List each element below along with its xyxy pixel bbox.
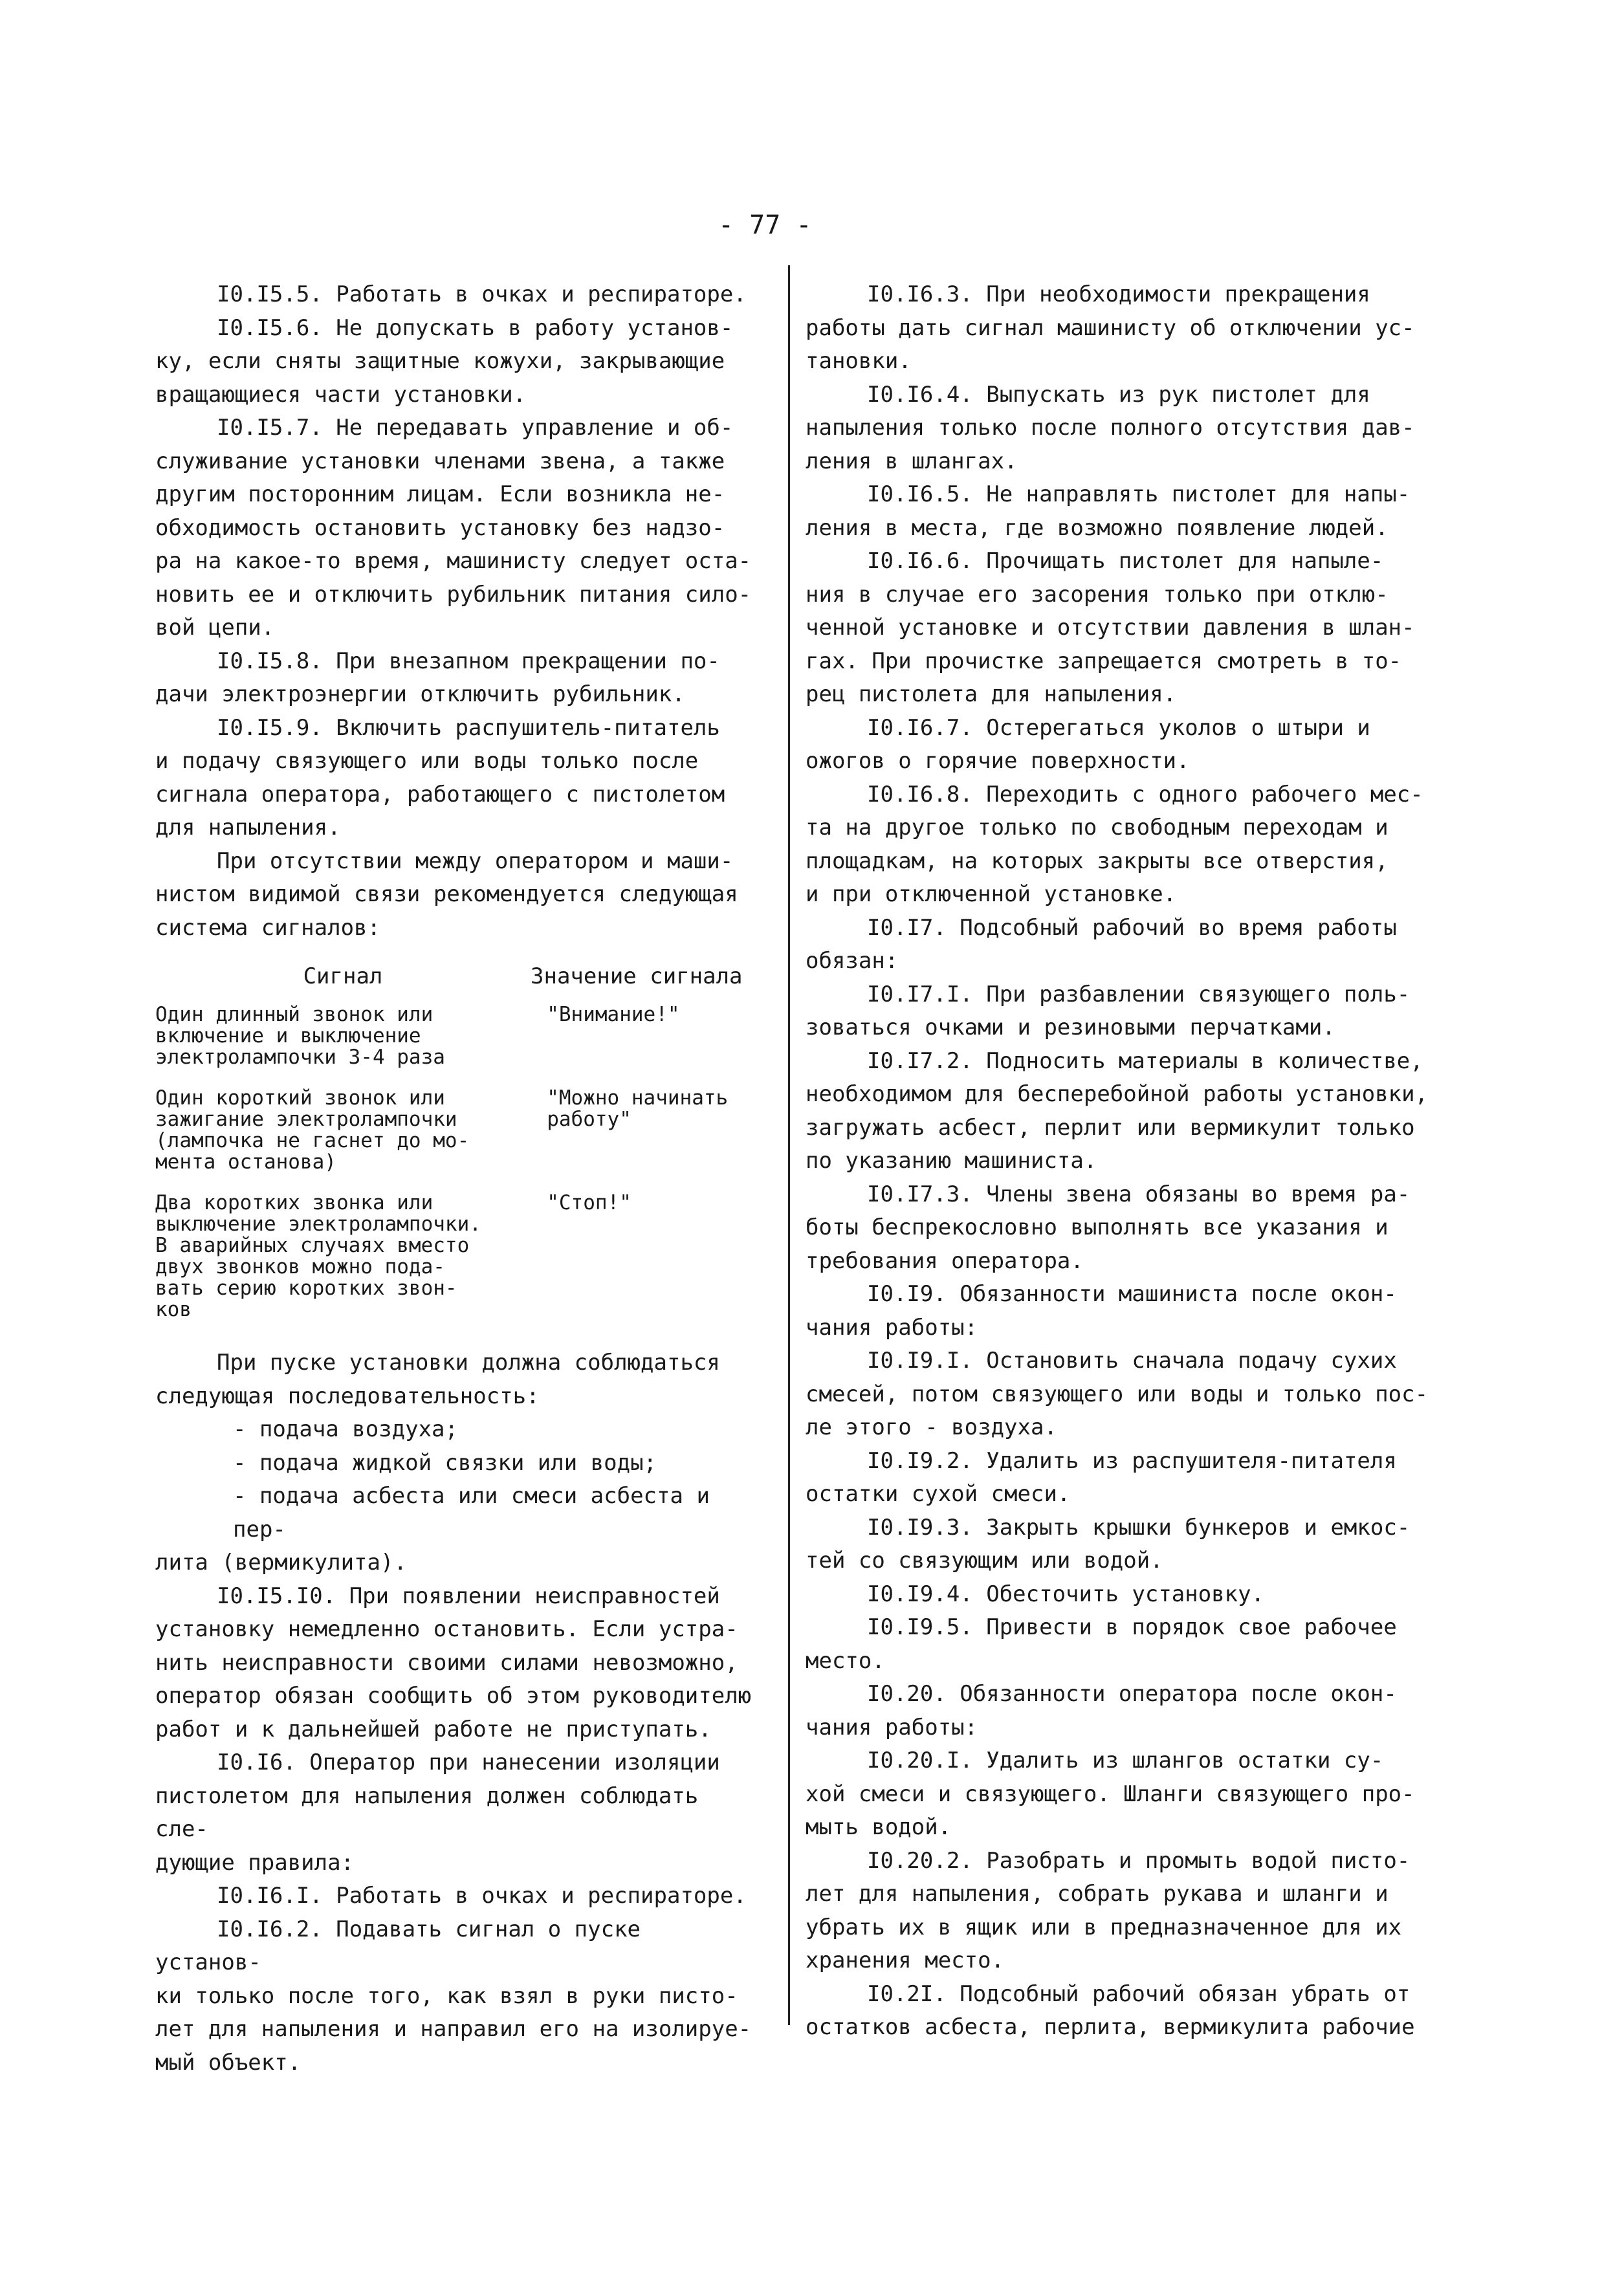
paragraph: I0.I6.4. Выпускать из рук пистолет для напыления только после полного отсутствия дав- ления в шлангах.	[806, 381, 1415, 474]
signal-table-header	[155, 961, 757, 991]
paragraph: I0.2I. Подсобный рабочий обязан убрать от остатков асбеста, перлита, вермикулита рабочие	[806, 1980, 1415, 2040]
paragraph: I0.I9.I. Остановить сначала подачу сухих смесей, потом связующего или воды и только пос- ле этого - воздуха.	[806, 1348, 1429, 1440]
paragraph: I0.I7.2. Подносить материалы в количестве, необходимом для бесперебойной работы установки, загружать асбест, перлит или вермикулит только по указанию машиниста.	[806, 1048, 1429, 1174]
paragraph: I0.I5.6. Не допускать в работу установ- ку, если сняты защитные кожухи, закрывающие вращающиеся части установки.	[155, 314, 734, 408]
signal-cell: Один длинный звонок или включение и выключение электролампочки 3-4 раза	[155, 1003, 445, 1069]
paragraph: I0.I5.8. При внезапном прекращении по- дачи электроэнергии отключить рубильник.	[155, 648, 720, 707]
list-item: - подача асбеста или смеси асбеста и пер-	[233, 1483, 710, 1542]
header-meaning: Значение сигнала	[531, 963, 743, 989]
paragraph: I0.I5.5. Работать в очках и респираторе.	[217, 281, 747, 307]
paragraph: I0.I6.3. При необходимости прекращения работы дать сигнал машинисту об отключении ус- тановки.	[806, 281, 1415, 374]
column-divider	[788, 265, 790, 2025]
paragraph: При отсутствии между оператором и маши- нистом видимой связи рекомендуется следующая система сигналов:	[155, 848, 738, 941]
left-column	[155, 278, 757, 2079]
paragraph: I0.I5.9. Включить распушитель-питатель и подачу связующего или воды только после сигнала оператора, работающего с пистолетом для напыления.	[155, 714, 725, 840]
header-signal: Сигнал	[303, 963, 383, 989]
paragraph: I0.I6.6. Прочищать пистолет для напыле- ния в случае его засорения только при отклю- ченной установке и отсутствии давления в шлан- гах. При прочистке запрещается смотреть в то- рец пистолета для напыления.	[806, 548, 1415, 707]
paragraph: I0.I6.7. Остерегаться уколов о штыри и ожогов о горячие поверхности.	[806, 714, 1370, 774]
paragraph: I0.I7.3. Члены звена обязаны во время ра- боты беспрекословно выполнять все указания и требования оператора.	[806, 1181, 1410, 1274]
paragraph: I0.I6.I. Работать в очках и респираторе.	[217, 1883, 747, 1909]
paragraph: I0.I6.8. Переходить с одного рабочего мес- та на другое только по свободным переходам и площадкам, на которых закрыты все отверстия, и при отключенной установке.	[806, 781, 1423, 907]
sequence-list	[155, 1413, 757, 1546]
signal-row	[155, 1088, 757, 1173]
paragraph: I0.I5.I0. При появлении неисправностей установку немедленно остановить. Если устра- нить неисправности своими силами невозможно, оператор обязан сообщить об этом руководителю работ и к дальнейшей работе не приступать.	[155, 1583, 752, 1742]
signal-cell: Два коротких звонка или выключение электролампочки. В аварийных случаях вместо двух звонков можно пода- вать серию коротких звон- ков	[155, 1191, 481, 1321]
paragraph: I0.I9. Обязанности машиниста после окон- чания работы:	[806, 1281, 1397, 1341]
meaning-cell: "Внимание!"	[547, 1003, 680, 1026]
list-item: - подача жидкой связки или воды;	[233, 1449, 657, 1476]
signal-row	[155, 1192, 757, 1321]
paragraph: I0.I9.2. Удалить из распушителя-питателя остатки сухой смеси.	[806, 1447, 1397, 1507]
paragraph: I0.I9.4. Обесточить установку.	[867, 1581, 1265, 1607]
list-item: - подача воздуха;	[233, 1416, 458, 1442]
paragraph: I0.I5.7. Не передавать управление и об- служивание установки членами звена, а также другим посторонним лицам. Если возникла не- обходимость остановить установку без надзо- ра на какое-то время, машинисту следует оста- новить ее и отключить рубильник питания сило- вой цепи.	[155, 415, 752, 641]
paragraph: I0.20.2. Разобрать и промыть водой писто- лет для напыления, собрать рукава и шланги и убрать их в ящик или в предназначенное для их хранения место.	[806, 1847, 1410, 1973]
signal-cell: Один короткий звонок или зажигание электролампочки (лампочка не гаснет до мо- мента останова)	[155, 1086, 470, 1174]
paragraph: I0.I7. Подсобный рабочий во время работы обязан:	[806, 914, 1397, 974]
paragraph: I0.I9.3. Закрыть крышки бункеров и емкос- тей со связующим или водой.	[806, 1514, 1410, 1574]
meaning-cell: "Стоп!"	[547, 1191, 631, 1214]
paragraph: I0.I9.5. Привести в порядок свое рабочее место.	[806, 1614, 1397, 1674]
signal-table	[155, 961, 757, 1321]
signal-row	[155, 1004, 757, 1068]
paragraph: I0.20. Обязанности оператора после окон- чания работы:	[806, 1681, 1397, 1740]
paragraph: I0.20.I. Удалить из шлангов остатки су- хой смеси и связующего. Шланги связующего про- мыть водой.	[806, 1748, 1415, 1840]
sequence-intro: При пуске установки должна соблюдаться следующая последовательность:	[155, 1350, 720, 1409]
meaning-cell: "Можно начинать работу"	[547, 1086, 729, 1131]
paragraph: I0.I6. Оператор при нанесении изоляции пистолетом для напыления должен соблюдать сле- дующие правила:	[155, 1750, 720, 1876]
paragraph: I0.I7.I. При разбавлении связующего поль- зоваться очками и резиновыми перчатками.	[806, 981, 1410, 1040]
right-column	[806, 278, 1478, 2045]
paragraph: I0.I6.5. Не направлять пистолет для напы- ления в места, где возможно появление людей.	[806, 481, 1410, 541]
page-number: - 77 -	[718, 210, 812, 240]
paragraph: I0.I6.2. Подавать сигнал о пуске установ- ки только после того, как взял в руки писто- лет для напыления и направил его на изолируе- мый объект.	[155, 1916, 752, 2076]
sequence-tail: лита (вермикулита).	[155, 1550, 407, 1575]
